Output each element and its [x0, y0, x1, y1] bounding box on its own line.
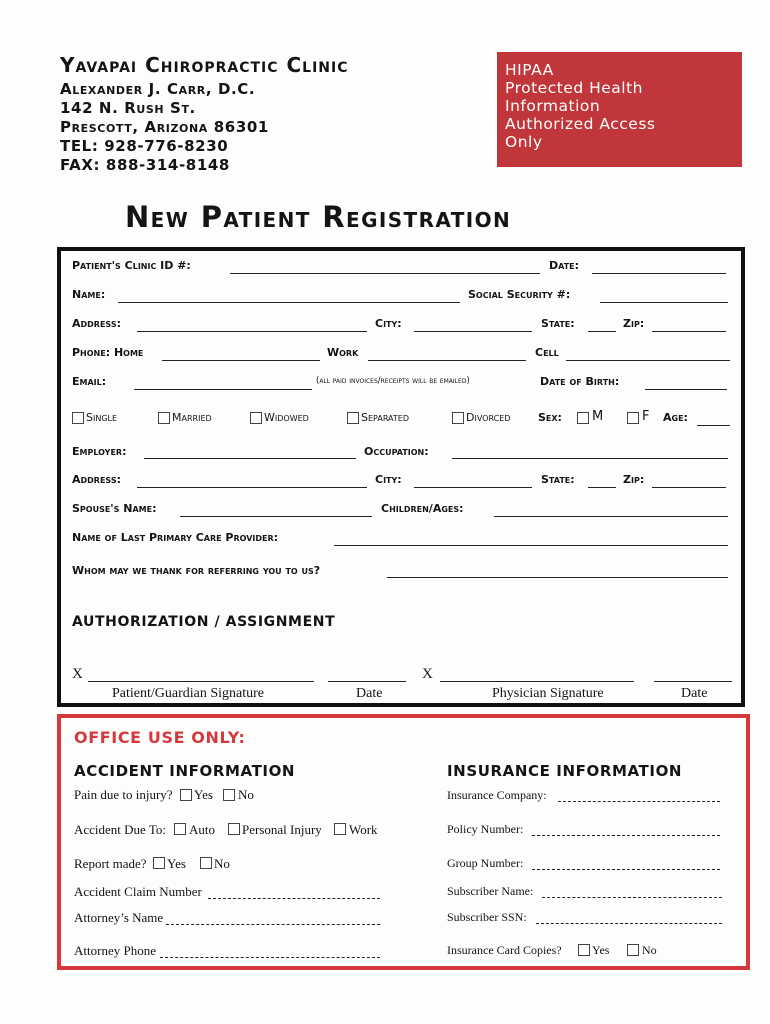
- report-no-label: No: [214, 856, 230, 871]
- age-label: Age:: [663, 411, 688, 424]
- insurance-company-field[interactable]: [558, 800, 720, 802]
- name-field[interactable]: [118, 301, 460, 303]
- separated-checkbox[interactable]: [347, 412, 359, 424]
- subscriber-ssn-label: Subscriber SSN:: [447, 910, 527, 924]
- card-yes-label: Yes: [592, 943, 610, 957]
- date-label: Date:: [549, 259, 580, 272]
- address-field[interactable]: [137, 330, 367, 332]
- pain-label: Pain due to injury?: [74, 787, 173, 802]
- divorced-checkbox[interactable]: [452, 412, 464, 424]
- auto-checkbox[interactable]: [174, 823, 186, 835]
- attorney-phone-label: Attorney Phone: [74, 943, 156, 958]
- employer-address-field[interactable]: [137, 486, 367, 488]
- physician-date-caption: Date: [681, 686, 708, 701]
- phone-home-field[interactable]: [162, 359, 320, 361]
- sex-m-checkbox[interactable]: [577, 412, 589, 424]
- office-use-heading: OFFICE USE ONLY:: [74, 728, 246, 747]
- pain-yes-checkbox[interactable]: [180, 789, 192, 801]
- doctor-name: Alexander J. Carr, D.C.: [60, 80, 256, 98]
- ssn-label: Social Security #:: [468, 288, 571, 301]
- children-field[interactable]: [494, 515, 728, 517]
- occupation-label: Occupation:: [364, 445, 429, 458]
- divorced-label: Divorced: [466, 411, 511, 424]
- city-label: City:: [375, 317, 402, 330]
- pain-yes-label: Yes: [194, 787, 213, 802]
- email-label: Email:: [72, 375, 107, 388]
- patient-date-caption: Date: [356, 686, 383, 701]
- attorney-phone-field[interactable]: [160, 956, 380, 958]
- separated-label: Separated: [361, 411, 410, 424]
- referral-label: Whom may we thank for referring you to us?: [72, 564, 321, 577]
- card-no-checkbox[interactable]: [627, 944, 639, 956]
- pain-no-label: No: [238, 787, 254, 802]
- married-checkbox[interactable]: [158, 412, 170, 424]
- ssn-field[interactable]: [600, 301, 728, 303]
- referral-field[interactable]: [387, 576, 728, 578]
- children-label: Children/Ages:: [381, 502, 464, 515]
- work-checkbox[interactable]: [334, 823, 346, 835]
- state-label: State:: [541, 317, 575, 330]
- occupation-field[interactable]: [452, 457, 728, 459]
- report-label: Report made?: [74, 856, 147, 871]
- clinic-street: 142 N. Rush St.: [60, 99, 196, 117]
- group-label: Group Number:: [447, 856, 524, 870]
- card-yes-checkbox[interactable]: [578, 944, 590, 956]
- hipaa-line: Only: [505, 133, 543, 151]
- patient-signature-line[interactable]: [88, 680, 314, 682]
- phone-work-label: Work: [327, 346, 359, 359]
- authorization-heading: AUTHORIZATION / ASSIGNMENT: [72, 614, 336, 630]
- report-yes-label: Yes: [167, 856, 186, 871]
- clinic-header: [60, 53, 349, 175]
- hipaa-line: Authorized Access: [505, 115, 656, 133]
- pain-no-checkbox[interactable]: [223, 789, 235, 801]
- state-field[interactable]: [588, 330, 616, 332]
- physician-date-line[interactable]: [654, 680, 732, 682]
- single-checkbox[interactable]: [72, 412, 84, 424]
- insurance-heading: INSURANCE INFORMATION: [447, 762, 683, 780]
- policy-label: Policy Number:: [447, 822, 524, 836]
- clinic-tel: TEL: 928-776-8230: [60, 137, 229, 155]
- subscriber-name-label: Subscriber Name:: [447, 884, 534, 898]
- phone-work-field[interactable]: [368, 359, 526, 361]
- office-use-box: [57, 714, 750, 970]
- zip-field[interactable]: [652, 330, 726, 332]
- patient-sig-x: X: [72, 666, 83, 682]
- insurance-company-label: Insurance Company:: [447, 788, 547, 802]
- claim-label: Accident Claim Number: [74, 884, 202, 899]
- dob-label: Date of Birth:: [540, 375, 620, 388]
- hipaa-line: HIPAA: [505, 61, 554, 79]
- clinic-id-field[interactable]: [230, 272, 540, 274]
- single-label: Single: [86, 411, 118, 424]
- email-note: (all paid invoices/receipts will be emailed): [316, 376, 470, 386]
- employer-city-field[interactable]: [414, 486, 532, 488]
- spouse-label: Spouse's Name:: [72, 502, 157, 515]
- age-field[interactable]: [697, 424, 730, 426]
- employer-field[interactable]: [144, 457, 356, 459]
- address-label: Address:: [72, 317, 121, 330]
- last-provider-field[interactable]: [334, 544, 728, 546]
- employer-label: Employer:: [72, 445, 127, 458]
- married-label: Married: [172, 411, 212, 424]
- attorney-field[interactable]: [166, 923, 380, 925]
- widowed-checkbox[interactable]: [250, 412, 262, 424]
- city-field[interactable]: [414, 330, 532, 332]
- subscriber-name-field[interactable]: [542, 896, 722, 898]
- patient-date-line[interactable]: [328, 680, 406, 682]
- report-yes-checkbox[interactable]: [153, 857, 165, 869]
- phone-home-label: Phone: Home: [72, 346, 144, 359]
- spouse-field[interactable]: [180, 515, 372, 517]
- physician-sig-caption: Physician Signature: [492, 686, 604, 701]
- sex-label: Sex:: [538, 411, 562, 424]
- personal-injury-checkbox[interactable]: [228, 823, 240, 835]
- email-field[interactable]: [134, 388, 312, 390]
- page-title: New Patient Registration: [125, 200, 512, 234]
- hipaa-line: Protected Health: [505, 79, 644, 97]
- card-copies-label: Insurance Card Copies?: [447, 943, 562, 957]
- physician-sig-x: X: [422, 666, 433, 682]
- last-provider-label: Name of Last Primary Care Provider:: [72, 531, 279, 544]
- clinic-city: Prescott, Arizona 86301: [60, 118, 269, 136]
- policy-field[interactable]: [532, 834, 720, 836]
- patient-sig-caption: Patient/Guardian Signature: [112, 686, 265, 701]
- physician-signature-line[interactable]: [440, 680, 634, 682]
- card-no-label: No: [642, 943, 657, 957]
- date-field[interactable]: [592, 272, 726, 274]
- accident-heading: ACCIDENT INFORMATION: [74, 762, 296, 780]
- phone-cell-label: Cell: [535, 346, 559, 359]
- report-no-checkbox[interactable]: [200, 857, 212, 869]
- work-label: Work: [349, 822, 378, 837]
- clinic-fax: FAX: 888-314-8148: [60, 156, 230, 174]
- employer-address-label: Address:: [72, 473, 121, 486]
- employer-state-field[interactable]: [588, 486, 616, 488]
- attorney-label: Attorney’s Name: [74, 910, 164, 925]
- sex-f-checkbox[interactable]: [627, 412, 639, 424]
- employer-state-label: State:: [541, 473, 575, 486]
- hipaa-line: Information: [505, 97, 601, 115]
- auto-label: Auto: [189, 822, 215, 837]
- claim-field[interactable]: [208, 897, 380, 899]
- sex-m-label: M: [592, 409, 604, 424]
- due-to-label: Accident Due To:: [74, 822, 166, 837]
- personal-injury-label: Personal Injury: [242, 822, 322, 837]
- clinic-name: Yavapai Chiropractic Clinic: [60, 53, 349, 77]
- employer-city-label: City:: [375, 473, 402, 486]
- name-label: Name:: [72, 288, 106, 301]
- subscriber-ssn-field[interactable]: [536, 922, 722, 924]
- employer-zip-field[interactable]: [652, 486, 726, 488]
- zip-label: Zip:: [623, 317, 645, 330]
- employer-zip-label: Zip:: [623, 473, 645, 486]
- hipaa-notice: [497, 52, 742, 167]
- clinic-id-label: Patient's Clinic ID #:: [72, 259, 191, 272]
- widowed-label: Widowed: [264, 411, 309, 424]
- dob-field[interactable]: [645, 388, 727, 390]
- phone-cell-field[interactable]: [566, 359, 730, 361]
- sex-f-label: F: [642, 409, 650, 424]
- group-field[interactable]: [532, 868, 720, 870]
